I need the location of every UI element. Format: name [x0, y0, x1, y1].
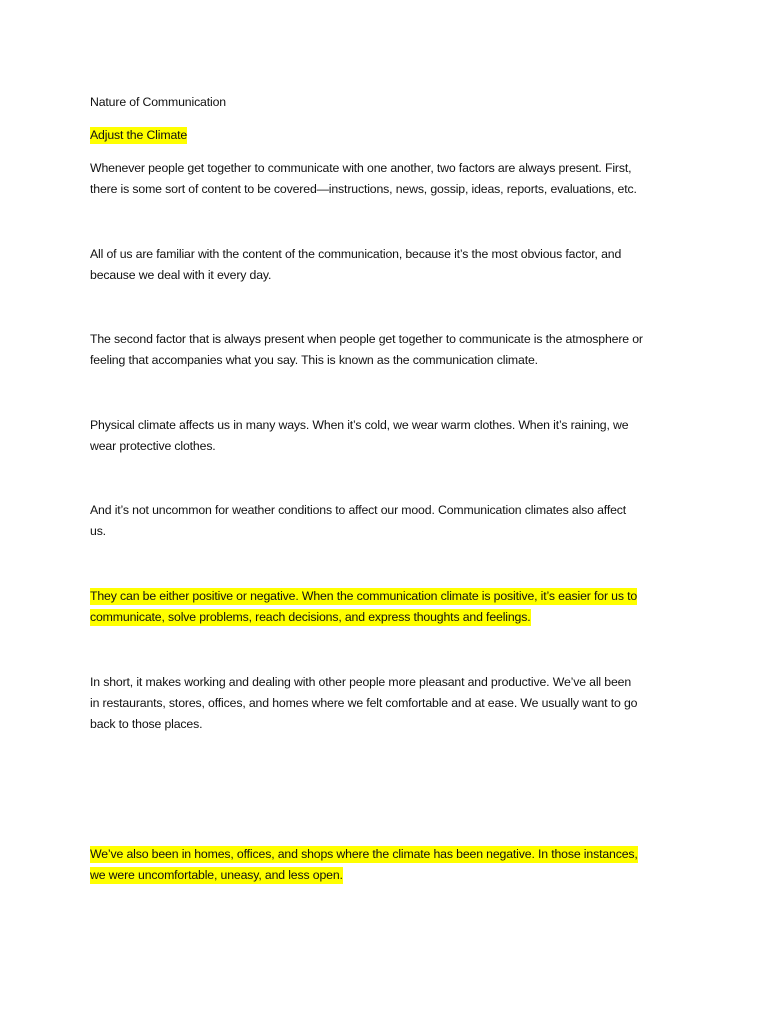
paragraph-8-line-1	[90, 846, 638, 862]
section-heading-text: Adjust the Climate	[90, 128, 188, 142]
paragraph-1-line-2	[90, 181, 637, 197]
paragraph-text: Physical climate affects us in many ways. When it’s cold, we wear warm clothes. When it’s raining, we	[90, 418, 629, 432]
paragraph-text: The second factor that is always present when people get together to communicate is the atmosphere or	[90, 332, 643, 346]
paragraph-text: in restaurants, stores, offices, and homes where we felt comfortable and at ease. We usually want to go	[90, 696, 638, 710]
document-title	[90, 94, 226, 110]
paragraph-2-line-2	[90, 267, 271, 283]
paragraph-6-line-1	[90, 588, 637, 604]
paragraph-3-line-1	[90, 331, 643, 347]
paragraph-text: because we deal with it every day.	[90, 268, 272, 282]
paragraph-7-line-1	[90, 674, 631, 690]
highlighted-text: communicate, solve problems, reach decisions, and express thoughts and feelings.	[90, 610, 531, 624]
paragraph-5-line-1	[90, 502, 626, 518]
paragraph-text: All of us are familiar with the content of the communication, because it’s the most obvious factor, and	[90, 247, 622, 261]
paragraph-8-line-2	[90, 867, 343, 883]
paragraph-7-line-2	[90, 695, 637, 711]
paragraph-text: Whenever people get together to communicate with one another, two factors are always present. First,	[90, 161, 632, 175]
paragraph-text: back to those places.	[90, 717, 203, 731]
paragraph-5-line-2	[90, 523, 106, 539]
paragraph-text: there is some sort of content to be covered—instructions, news, gossip, ideas, reports, evaluations, etc.	[90, 182, 637, 196]
paragraph-4-line-1	[90, 417, 628, 433]
paragraph-2-line-1	[90, 246, 621, 262]
document-title-text: Nature of Communication	[90, 95, 226, 109]
highlighted-text: we were uncomfortable, uneasy, and less open.	[90, 868, 343, 882]
paragraph-text: And it’s not uncommon for weather conditions to affect our mood. Communication climates also affect	[90, 503, 627, 517]
paragraph-1-line-1	[90, 160, 631, 176]
section-heading	[90, 127, 187, 143]
paragraph-text: In short, it makes working and dealing with other people more pleasant and productive. We’ve all been	[90, 675, 632, 689]
highlighted-text: They can be either positive or negative. When the communication climate is positive, it’s easier for us to	[90, 589, 638, 603]
paragraph-text: us.	[90, 524, 106, 538]
highlighted-text: We’ve also been in homes, offices, and shops where the climate has been negative. In those instances,	[90, 847, 638, 861]
paragraph-text: feeling that accompanies what you say. This is known as the communication climate.	[90, 353, 538, 367]
paragraph-7-line-3	[90, 716, 202, 732]
paragraph-6-line-2	[90, 609, 531, 625]
paragraph-3-line-2	[90, 352, 538, 368]
paragraph-text: wear protective clothes.	[90, 439, 216, 453]
paragraph-4-line-2	[90, 438, 216, 454]
